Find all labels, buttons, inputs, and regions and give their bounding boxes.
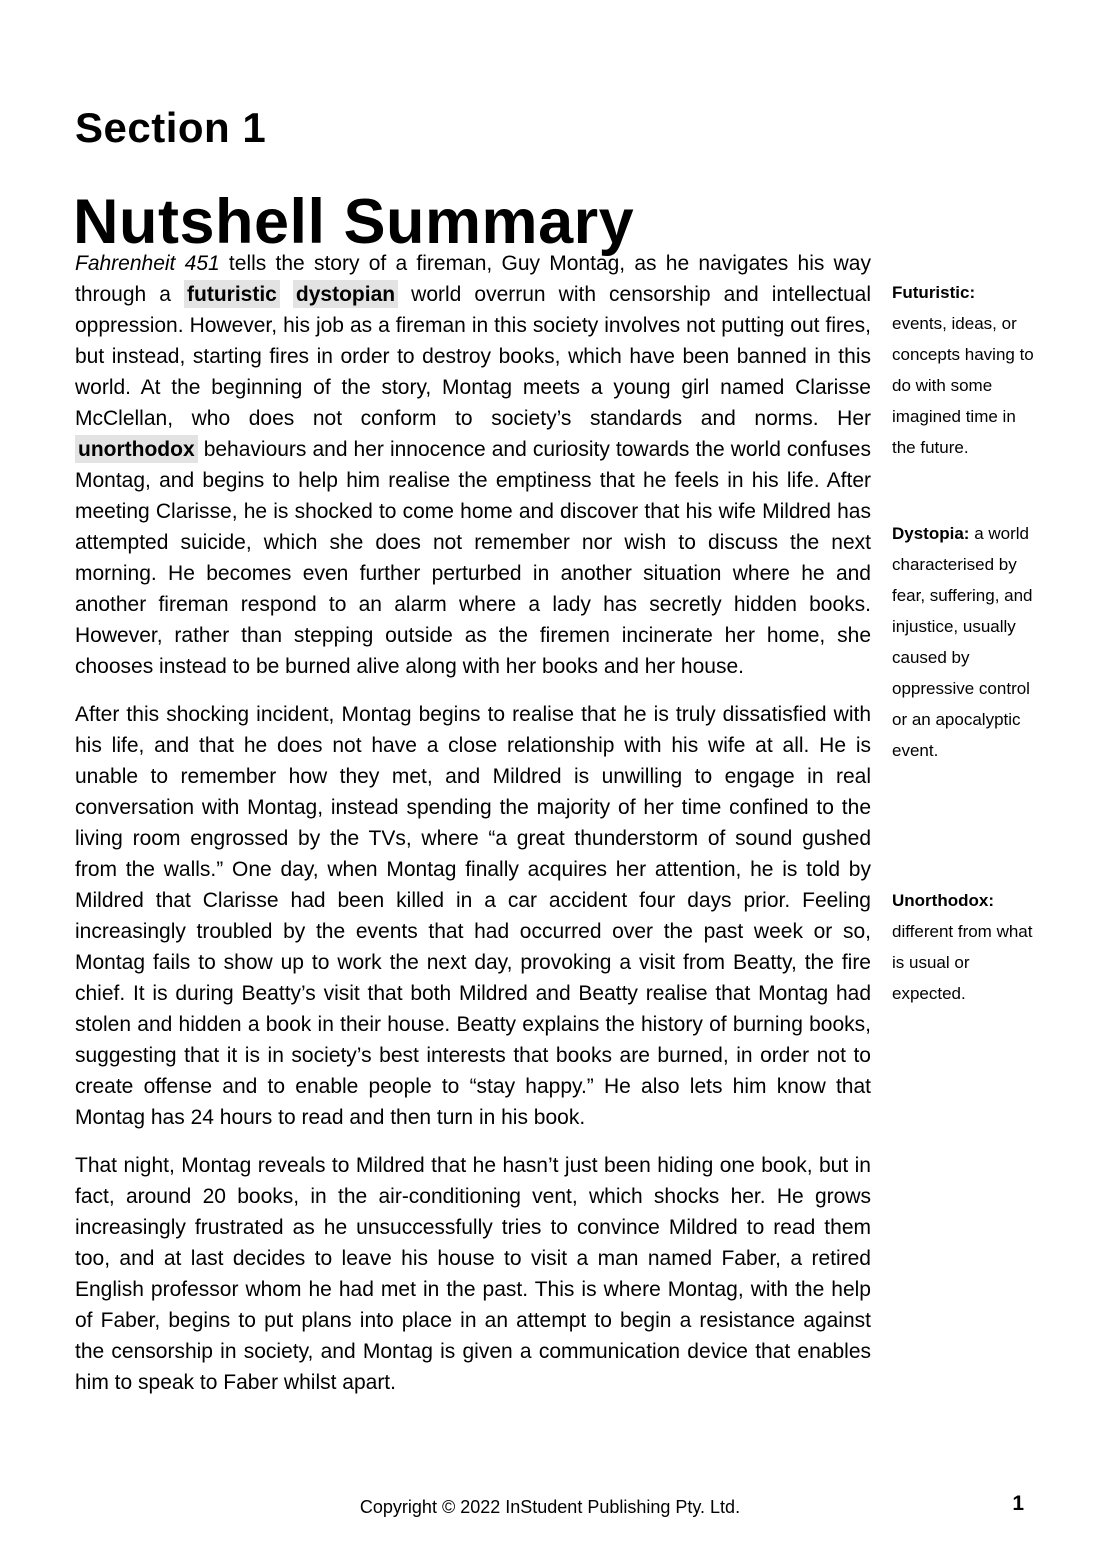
margin-note-term: Futuristic: [892, 283, 976, 302]
margin-note-definition: a world characterised by fear, suffering, and injustice, usually caused by oppressive control or an apocalyptic event. [892, 524, 1033, 760]
article-body [75, 248, 871, 1415]
paragraph-1: Fahrenheit 451 tells the story of a fireman, Guy Montag, as he navigates his way through a futuristic dystopian world overrun with censorship and intellectual oppression. However, his job as a fireman in this society involves not putting out fires, but instead, starting fires in order to destroy books, which have been banned in this world. At the beginning of the story, Montag meets a young girl named Clarisse McClellan, who does not conform to society’s standards and norms. Her unorthodox behaviours and her innocence and curiosity towards the world confuses Montag, and begins to help him realise the emptiness that he feels in his life. After meeting Clarisse, he is shocked to come home and discover that his wife Mildred has attempted suicide, which she does not remember nor wish to discuss the next morning. He becomes even further perturbed in another situation where he and another fireman respond to an alarm where a lady has secretly hidden books. However, rather than stepping outside as the firemen incinerate her home, she chooses instead to be burned alive along with her books and her house. [75, 252, 871, 678]
margin-note-definition: different from what is usual or expected. [892, 922, 1033, 1003]
vocab-term-highlight: dystopian [293, 280, 398, 308]
page-title: Nutshell Summary [73, 187, 635, 258]
section-label: Section 1 [75, 103, 267, 151]
footer-copyright: Copyright © 2022 InStudent Publishing Pty. Ltd. [359, 1497, 741, 1517]
margin-note-futuristic [892, 277, 1034, 463]
page-number: 1 [1012, 1492, 1024, 1515]
margin-note-dystopia [892, 518, 1034, 766]
margin-note-unorthodox [892, 885, 1034, 1009]
vocab-term-highlight: unorthodox [75, 435, 198, 463]
margin-note-term: Unorthodox: [892, 891, 994, 910]
book-title-italic: Fahrenheit 451 [75, 252, 220, 275]
vocab-term-highlight: futuristic [184, 280, 280, 308]
margin-note-definition: events, ideas, or concepts having to do with some imagined time in the future. [892, 314, 1034, 457]
paragraph-2: After this shocking incident, Montag begins to realise that he is truly dissatisfied with his life, and that he does not have a close relationship with his wife at all. He is unable to remember how they met, and Mildred is unwilling to engage in real conversation with Montag, instead spending the majority of her time confined to the living room engrossed by the TVs, where “a great thunderstorm of sound gushed from the walls.” One day, when Montag finally acquires her attention, he is told by Mildred that Clarisse had been killed in a car accident four days prior. Feeling increasingly troubled by the events that had occurred over the past week or so, Montag fails to show up to work the next day, provoking a visit from Beatty, the fire chief. It is during Beatty’s visit that both Mildred and Beatty realise that Montag had stolen and hidden a book in their house. Beatty explains the history of burning books, suggesting that it is in society’s best interests that books are burned, in order not to create offense and to enable people to “stay happy.” He also lets him know that Montag has 24 hours to read and then turn in his book. [75, 703, 871, 1129]
margin-note-term: Dystopia: [892, 524, 970, 543]
paragraph-3: That night, Montag reveals to Mildred that he hasn’t just been hiding one book, but in fact, around 20 books, in the air-conditioning vent, which shocks her. He grows increasingly frustrated as he unsuccessfully tries to convince Mildred to read them too, and at last decides to leave his house to visit a man named Faber, a retired English professor whom he had met in the past. This is where Montag, with the help of Faber, begins to put plans into place in an attempt to begin a resistance against the censorship in society, and Montag is given a communication device that enables him to speak to Faber whilst apart. [75, 1154, 871, 1394]
